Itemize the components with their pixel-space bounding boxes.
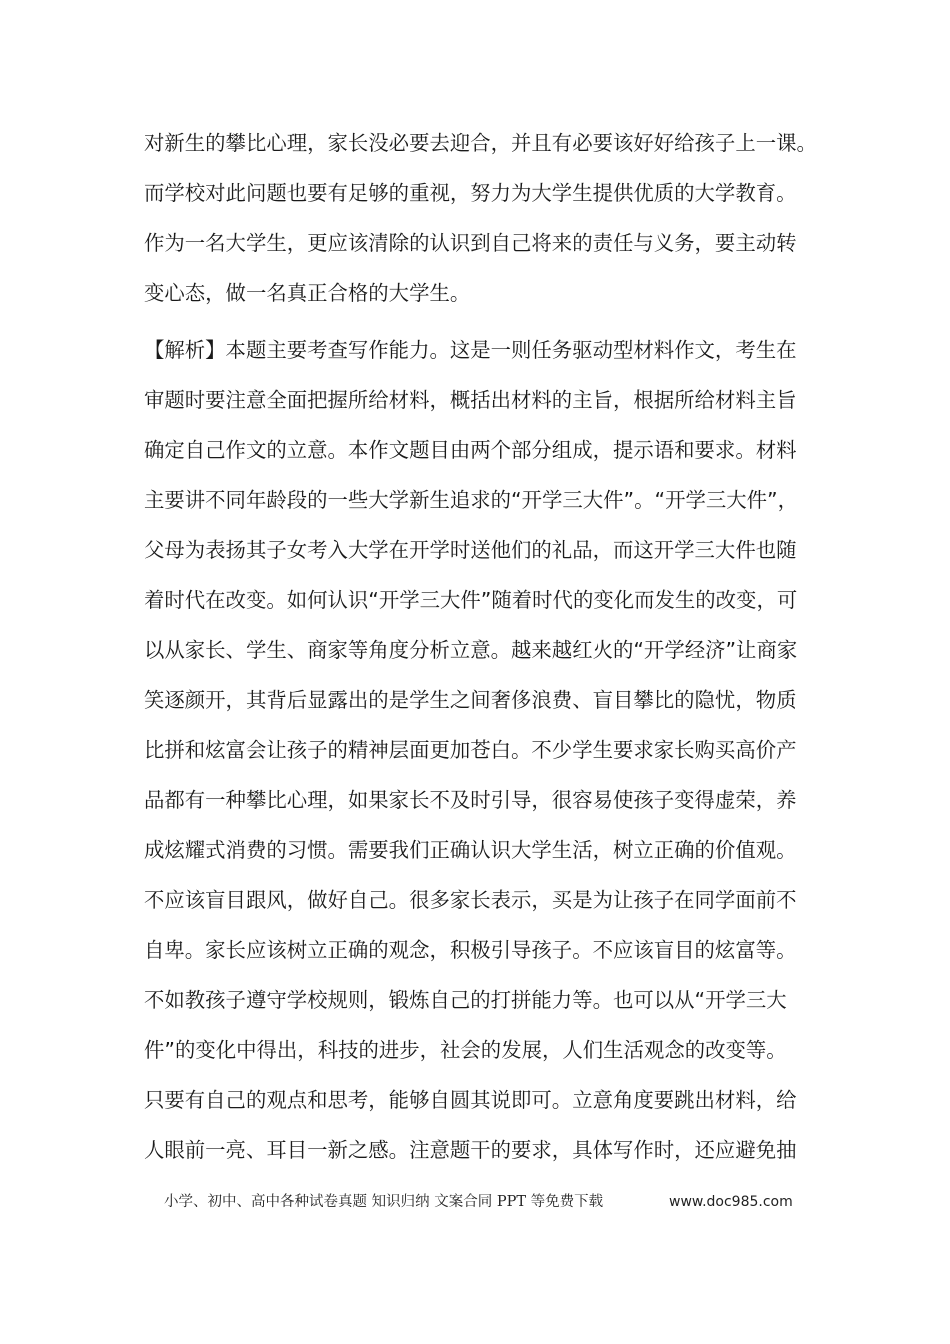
- text-line: 对新生的攀比心理，家长没必要去迎合，并且有必要该好好给孩子上一课。: [144, 131, 817, 155]
- text-line: 【解析】本题主要考查写作能力。这是一则任务驱动型材料作文，考生在: [144, 338, 797, 362]
- text-line: 成炫耀式消费的习惯。需要我们正确认识大学生活，树立正确的价值观。: [144, 838, 797, 862]
- text-line: 品都有一种攀比心理，如果家长不及时引导，很容易使孩子变得虚荣，养: [144, 788, 797, 812]
- text-line: 以从家长、学生、商家等角度分析立意。越来越红火的“开学经济”让商家: [144, 638, 798, 662]
- text-line: 父母为表扬其子女考入大学在开学时送他们的礼品，而这开学三大件也随: [144, 538, 797, 562]
- text-line: 只要有自己的观点和思考，能够自圆其说即可。立意角度要跳出材料，给: [144, 1088, 797, 1112]
- text-line: 变心态，做一名真正合格的大学生。: [144, 281, 471, 305]
- text-line: 自卑。家长应该树立正确的观念，积极引导孩子。不应该盲目的炫富等。: [144, 938, 797, 962]
- text-line: 审题时要注意全面把握所给材料，概括出材料的主旨，根据所给材料主旨: [144, 388, 797, 412]
- text-line: 确定自己作文的立意。本作文题目由两个部分组成，提示语和要求。材料: [144, 438, 797, 462]
- paragraph-analysis: [144, 325, 824, 1175]
- text-line: 作为一名大学生，更应该清除的认识到自己将来的责任与义务，要主动转: [144, 231, 797, 255]
- document-body: [144, 118, 824, 1175]
- text-line: 主要讲不同年龄段的一些大学新生追求的“开学三大件”。“开学三大件”，: [144, 488, 798, 512]
- text-line: 不应该盲目跟风，做好自己。很多家长表示，买是为让孩子在同学面前不: [144, 888, 797, 912]
- page-footer: [0, 1188, 950, 1216]
- text-line: 人眼前一亮、耳目一新之感。注意题干的要求，具体写作时，还应避免抽: [144, 1138, 797, 1162]
- text-line: 件”的变化中得出，科技的进步，社会的发展，人们生活观念的改变等。: [144, 1038, 787, 1062]
- text-line: 着时代在改变。如何认识“开学三大件”随着时代的变化而发生的改变，可: [144, 588, 798, 612]
- text-line: 而学校对此问题也要有足够的重视，努力为大学生提供优质的大学教育。: [144, 181, 797, 205]
- text-line: 笑逐颜开，其背后显露出的是学生之间奢侈浪费、盲目攀比的隐忧，物质: [144, 688, 797, 712]
- footer-website-link[interactable]: www.doc985.com: [669, 1194, 793, 1210]
- paragraph-conclusion: [144, 118, 824, 318]
- text-line: 比拼和炫富会让孩子的精神层面更加苍白。不少学生要求家长购买高价产: [144, 738, 797, 762]
- footer-promo-text: 小学、初中、高中各种试卷真题 知识归纳 文案合同 PPT 等免费下载: [164, 1194, 604, 1210]
- text-line: 不如教孩子遵守学校规则，锻炼自己的打拼能力等。也可以从“开学三大: [144, 988, 787, 1012]
